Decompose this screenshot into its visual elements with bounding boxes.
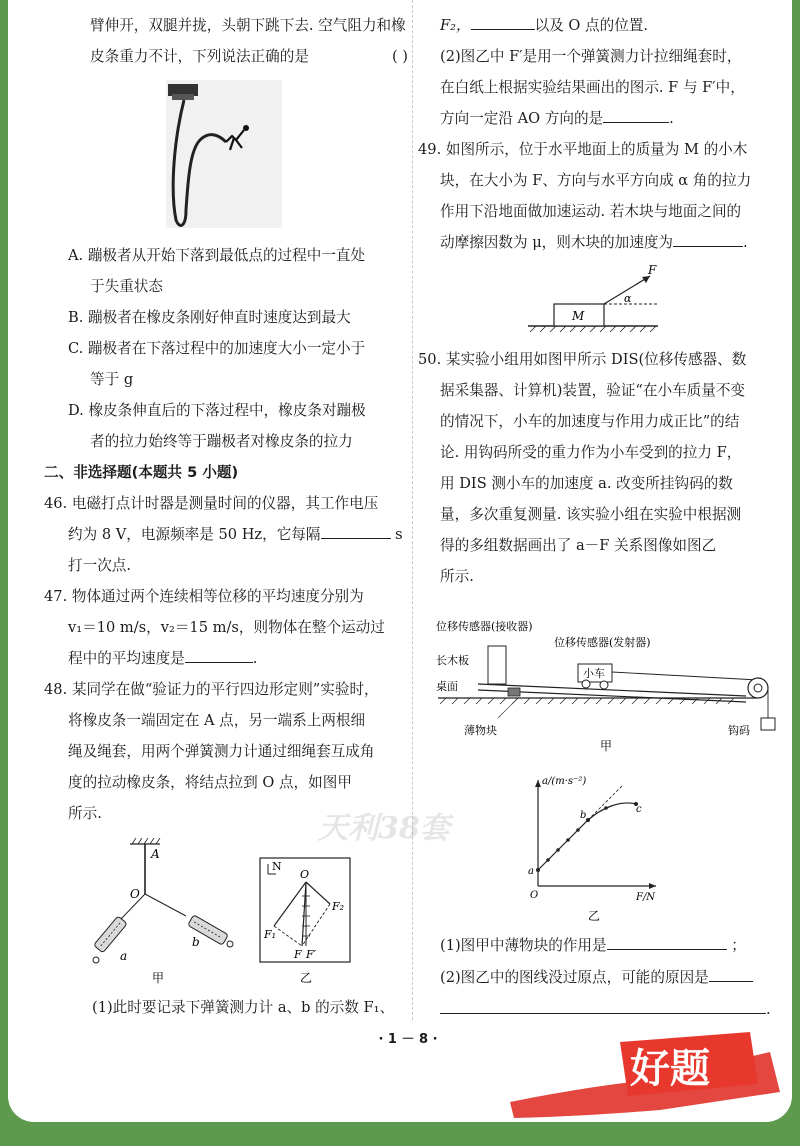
q46-blank[interactable] — [321, 524, 391, 539]
data-points — [536, 802, 638, 872]
support-hatch — [132, 838, 160, 844]
q45-option-c: C. 蹦极者在下落过程中的加速度大小一定小于 — [68, 340, 366, 357]
q48-blank-1[interactable] — [471, 15, 535, 30]
q46-unit: s — [395, 526, 403, 543]
q49-line2: 块，在大小为 F、方向与水平方向成 α 角的拉力 — [440, 172, 752, 189]
q45-option-b: B. 蹦极者在橡皮条刚好伸直时速度达到最大 — [68, 309, 351, 326]
point-c: c — [636, 804, 642, 815]
q50-line4: 论. 用钩码所受的重力作为小车受到的拉力 F， — [440, 444, 742, 461]
q47-text: 程中的平均速度是 — [68, 650, 185, 667]
label-F1: F₁ — [264, 928, 277, 941]
q50-line8: 所示. — [440, 568, 474, 585]
q45-option-d: D. 橡皮条伸直后的下落过程中，橡皮条对蹦极 — [68, 402, 366, 419]
spring-scale-a — [94, 916, 128, 953]
exam-sheet — [8, 0, 792, 1122]
thin-block — [508, 688, 520, 696]
q48-line2: 将橡皮条一端固定在 A 点，另一端系上两根细 — [68, 712, 366, 729]
stamp-text: 好题 — [630, 1045, 710, 1092]
label-A: A — [151, 847, 160, 861]
q50-line5: 用 DIS 测小车的加速度 a. 改变所挂钩码的数 — [440, 475, 733, 492]
label-board: 长木板 — [436, 654, 469, 667]
left-column — [44, 10, 408, 829]
caption-yi: 乙 — [300, 971, 313, 985]
q50-sub2-cont — [440, 994, 771, 1025]
label-block: 薄物块 — [464, 724, 497, 737]
label-N: N — [272, 860, 282, 873]
q45-option-a: A. 蹦极者从开始下落到最低点的过程中一直处 — [68, 247, 366, 264]
q50-line2: 据采集器、计算机)装置，验证“在小车质量不变 — [440, 382, 746, 399]
label-receiver: 位移传感器(接收器) — [436, 620, 533, 633]
x-arrow — [649, 883, 656, 889]
q47-blank[interactable] — [185, 648, 253, 663]
column-divider — [412, 0, 413, 1020]
caption-jia: 甲 — [152, 971, 165, 985]
watermark-text: 天利38套 — [318, 811, 450, 846]
scale-a-hook — [93, 957, 99, 963]
point-a: a — [528, 866, 534, 877]
label-O: O — [130, 887, 140, 901]
q48-sub2-line2: 在白纸上根据实验结果画出的图示. F 与 F′中， — [440, 79, 745, 96]
q50-sub2-text: (2)图乙中的图线没过原点，可能的原因是 — [440, 969, 709, 986]
receiver-box — [488, 646, 506, 684]
q45-stem-text: 皮条重力不计，下列说法正确的是 — [90, 48, 309, 65]
ground-hatch — [530, 326, 656, 332]
vector-F2 — [306, 882, 330, 904]
page-number: · 1 － 8 · — [378, 1032, 438, 1047]
q47-line3 — [68, 643, 408, 674]
label-O2: O — [300, 868, 310, 881]
label-a: a — [120, 949, 128, 963]
q48-sub2-period: . — [669, 110, 674, 127]
label-b: b — [192, 935, 200, 949]
figure-50-yi — [516, 770, 686, 926]
caption-jia-50: 甲 — [600, 739, 613, 753]
q49-line3: 作用下沿地面做加速运动. 若木块与地面之间的 — [440, 203, 742, 220]
q50-line1: 50. 某实验小组用如图甲所示 DIS(位移传感器、数 — [418, 351, 747, 368]
label-M: M — [572, 309, 585, 323]
point-b: b — [580, 810, 587, 821]
watermark-logo — [308, 790, 508, 860]
q47-line1: 47. 物体通过两个连续相等位移的平均速度分别为 — [44, 588, 364, 605]
q49-text: 动摩擦因数为 μ，则木块的加速度为 — [440, 234, 674, 251]
q50-blank-3[interactable] — [440, 999, 766, 1014]
q50-blank-1[interactable] — [607, 935, 727, 950]
label-F49: F — [648, 263, 657, 277]
q47-line2: v₁＝10 m/s，v₂＝15 m/s，则物体在整个运动过 — [68, 619, 385, 636]
q50-sub1-end: ； — [731, 937, 746, 954]
label-car: 小车 — [583, 667, 605, 680]
q49-period: . — [743, 234, 748, 251]
q50-line7: 得的多组数据画出了 a－F 关系图像如图乙 — [440, 537, 717, 554]
vector-F — [302, 882, 306, 946]
dashed-side-1 — [274, 926, 302, 946]
y-arrow — [535, 780, 541, 787]
q45-answer-paren: ( ) — [391, 48, 408, 65]
label-F: F — [294, 948, 302, 961]
figure-50-jia — [428, 614, 788, 764]
cart-wheel-2 — [600, 681, 608, 689]
q46-line1: 46. 电磁打点计时器是测量时间的仪器，其工作电压 — [44, 495, 379, 512]
string-b — [145, 894, 186, 916]
scale-b-hook — [227, 941, 233, 947]
a-F-curve — [538, 803, 636, 870]
label-weight: 钩码 — [728, 724, 750, 737]
q48-line4: 度的拉动橡皮条，将结点拉到 O 点，如图甲 — [68, 774, 352, 791]
q48-F2-text: F₂， — [440, 17, 471, 34]
figure-49 — [418, 260, 778, 340]
section-title: 二、非选择题(本题共 5 小题) — [44, 464, 239, 481]
q50-blank-2[interactable] — [709, 967, 753, 982]
bungee-photo — [164, 80, 284, 230]
right-column — [418, 10, 778, 592]
q49-line1: 49. 如图所示，位于水平地面上的质量为 M 的小木 — [418, 141, 748, 158]
cart-wheel-1 — [582, 680, 590, 688]
string — [612, 672, 758, 680]
q46-line3: 打一次点. — [68, 557, 132, 574]
vector-F1 — [274, 882, 306, 926]
q48-line5: 所示. — [68, 805, 102, 822]
q50-line3: 的情况下，小车的加速度与作用力成正比”的结 — [440, 413, 740, 430]
q50-sub2 — [440, 962, 753, 993]
q48-cont-text: 以及 O 点的位置. — [534, 17, 649, 34]
q50-line6: 量，多次重复测量. 该实验小组在实验中根据测 — [440, 506, 742, 523]
q48-sub2-text: 方向一定沿 AO 方向的是 — [440, 110, 604, 127]
hook-weight — [761, 718, 775, 730]
q48-line3: 绳及绳套，用两个弹簧测力计通过细绳套互成角 — [68, 743, 375, 760]
q45-stem-line1: 臂伸开，双腿并拢，头朝下跳下去. 空气阻力和橡 — [90, 17, 406, 34]
figure-48 — [68, 838, 408, 990]
q49-line4 — [418, 227, 778, 258]
label-transmitter: 位移传感器(发射器) — [554, 636, 651, 649]
leader-block — [498, 698, 518, 718]
extension-line — [588, 786, 622, 820]
q48-sub1: (1)此时要记录下弹簧测力计 a、b 的示数 F₁、 — [92, 999, 395, 1016]
label-Fprime: F′ — [306, 948, 317, 961]
caption-yi-50: 乙 — [588, 909, 601, 923]
y-label: a/(m·s⁻²) — [542, 776, 587, 787]
q45-option-a-cont: 于失重状态 — [90, 278, 163, 295]
q50-sub1-text: (1)图甲中薄物块的作用是 — [440, 937, 607, 954]
x-label: F/N — [636, 892, 656, 903]
label-table: 桌面 — [436, 680, 458, 693]
origin-label: O — [530, 890, 539, 901]
q48-blank-2[interactable] — [603, 108, 669, 123]
q50-sub1 — [440, 930, 746, 961]
label-F2: F₂ — [332, 900, 345, 913]
q48-sub2-line3 — [418, 103, 778, 134]
q45-option-c-cont: 等于 g — [90, 371, 134, 388]
q48-line1: 48. 某同学在做“验证力的平行四边形定则”实验时， — [44, 681, 379, 698]
q45-option-d-cont: 者的拉力始终等于蹦极者对橡皮条的拉力 — [90, 433, 353, 450]
q45-stem-line2 — [68, 41, 408, 72]
q49-blank[interactable] — [673, 232, 743, 247]
q47-period: . — [252, 650, 258, 667]
pulley-axle — [754, 684, 762, 692]
good-question-stamp — [500, 1022, 790, 1122]
q46-line2 — [68, 519, 408, 550]
label-alpha: α — [624, 292, 632, 305]
q46-text: 约为 8 V，电源频率是 50 Hz，它每隔 — [68, 526, 321, 543]
q48-cont-line — [418, 10, 778, 41]
q48-sub2-line1: (2)图乙中 F′是用一个弹簧测力计拉细绳套时， — [440, 48, 742, 65]
q50-sub2-end: . — [766, 1001, 771, 1018]
